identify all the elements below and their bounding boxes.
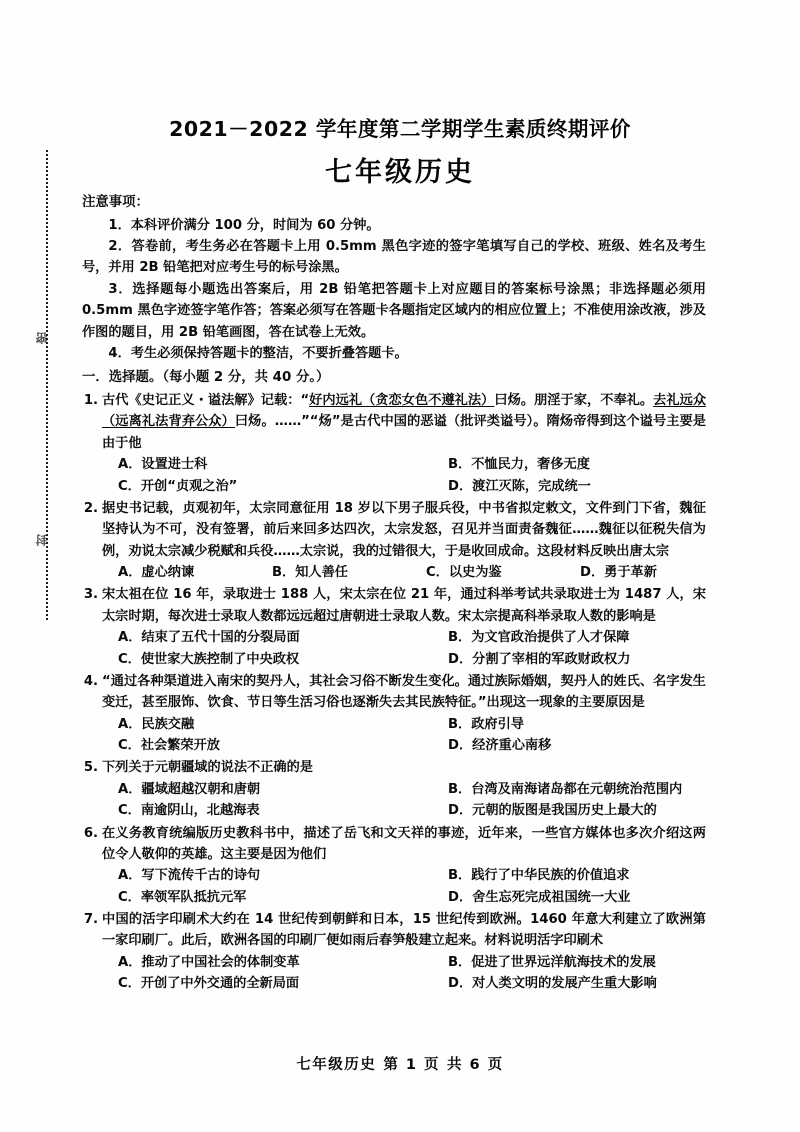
- page-footer: [0, 1053, 800, 1074]
- option-text: 虚心纳谏: [141, 565, 195, 581]
- option-label: D．: [580, 565, 605, 581]
- option-item[interactable]: [448, 454, 706, 475]
- option-text: 率领军队抵抗元军: [140, 889, 247, 905]
- question-body: [102, 498, 706, 584]
- question-body: [102, 671, 706, 757]
- option-text: 疆域超越汉朝和唐朝: [141, 781, 261, 797]
- question-item: [82, 584, 706, 670]
- option-text: 开创了中外交通的全新局面: [140, 976, 300, 992]
- question-item: [82, 823, 706, 909]
- footer-total: 共 6 页: [447, 1057, 504, 1073]
- option-label: C．: [118, 738, 141, 754]
- option-label: A．: [118, 630, 142, 646]
- option-text: 设置进士科: [141, 457, 208, 473]
- option-item[interactable]: [448, 952, 706, 973]
- option-item[interactable]: [118, 800, 448, 821]
- option-label: B．: [272, 565, 296, 581]
- question-stem: [102, 823, 706, 866]
- question-stem: [102, 671, 706, 714]
- option-item[interactable]: [448, 735, 706, 756]
- option-item[interactable]: [448, 714, 706, 735]
- option-item[interactable]: [448, 476, 706, 497]
- notice-item: 1．本科评价满分 100 分，时间为 60 分钟。: [108, 217, 380, 233]
- question-stem: [102, 909, 706, 952]
- stem-text: “通过各种渠道进入南宋的契丹人，其社会习俗不断发生变化。通过族际婚姻，契丹人的姓氏、名字发生变迁，甚至服饰、饮食、节日等生活习俗也逐渐失去其民族特征。”出现这一现象的主要原因是: [102, 673, 706, 711]
- stem-text: 下列关于元朝疆域的说法不正确的是: [102, 760, 313, 776]
- option-text: 推动了中国社会的体制变革: [141, 954, 300, 970]
- option-item[interactable]: [448, 627, 706, 648]
- option-text: 元朝的版图是我国历史上最大的: [472, 803, 657, 819]
- question-item: [82, 909, 706, 995]
- option-text: 为文官政治提供了人才保障: [471, 630, 630, 646]
- option-text: 使世家大族控制了中央政权: [140, 651, 300, 667]
- question-number: 7.: [83, 912, 98, 928]
- seal-char-top: 密: [35, 330, 49, 344]
- question-list: [82, 390, 706, 995]
- option-label: D．: [448, 738, 473, 754]
- option-text: 开创“贞观之治”: [140, 478, 238, 494]
- option-item[interactable]: [426, 562, 580, 583]
- stem-text: 曰炀。朋淫于家，不奉礼。: [494, 393, 654, 409]
- stem-text: 据史书记载，贞观初年，太宗同意征用 18 岁以下男子服兵役，中书省拟定敕文，文件到门下省，魏征坚持认为不可，没有签署，前后来回多达四次，太宗发怒，召见并当面责备魏征……魏征以征税失信为例，劝说太宗减少税赋和兵役……太宗说，我的过错很大，于是收回成命。这段材料反映出唐太宗: [102, 500, 706, 559]
- section-title: 一．选择题。（每小题 2 分，共 40 分。）: [82, 370, 330, 386]
- option-text: 写下流传千古的诗句: [141, 868, 261, 884]
- option-item[interactable]: [118, 454, 448, 475]
- option-item[interactable]: [580, 562, 657, 583]
- option-label: B．: [448, 954, 472, 970]
- option-text: 分割了宰相的军政财政权力: [472, 651, 631, 667]
- option-label: A．: [118, 565, 142, 581]
- question-body: [102, 823, 706, 909]
- question-number: 6.: [83, 825, 98, 841]
- option-label: D．: [448, 976, 473, 992]
- option-label: C．: [118, 651, 141, 667]
- option-label: B．: [448, 457, 472, 473]
- question-item: [82, 498, 706, 584]
- question-number: 3.: [83, 587, 98, 603]
- option-list: [102, 454, 706, 497]
- option-item[interactable]: [118, 649, 448, 670]
- option-list: [102, 952, 706, 995]
- footer-page: 第 1 页: [383, 1057, 440, 1073]
- option-text: 台湾及南海诸岛都在元朝统治范围内: [471, 781, 683, 797]
- option-list: [102, 562, 706, 583]
- option-item[interactable]: [448, 973, 706, 994]
- option-list: [102, 779, 706, 822]
- question-number: 4.: [83, 673, 98, 689]
- question-item: [82, 671, 706, 757]
- option-text: 不恤民力，奢侈无度: [471, 457, 590, 473]
- notice-item: 2．答卷前，考生务必在答题卡上用 0.5mm 黑色字迹的签字笔填写自己的学校、班级、姓名及考生号，并用 2B 铅笔把对应考生号的标号涂黑。: [82, 239, 706, 276]
- exam-subject-title: 七年级历史: [325, 157, 475, 188]
- option-item[interactable]: [448, 887, 706, 908]
- option-text: 以史为鉴: [448, 565, 502, 581]
- stem-text: 宋太祖在位 16 年，录取进士 188 人，宋太宗在位 21 年，通过科举考试共录取进士为 1487 人，宋太宗时期，每次进士录取人数都远远超过唐朝进士录取人数。宋太宗提高科举录取人数的影响是: [102, 587, 706, 624]
- option-item[interactable]: [448, 865, 706, 886]
- option-text: 舍生忘死完成祖国统一大业: [472, 889, 631, 905]
- option-item[interactable]: [118, 779, 448, 800]
- stem-text: 古代《史记正义・谥法解》记载：“: [102, 393, 310, 409]
- option-label: B．: [448, 868, 472, 884]
- option-item[interactable]: [118, 627, 448, 648]
- option-item[interactable]: [118, 973, 448, 994]
- question-body: [102, 584, 706, 670]
- option-label: C．: [118, 889, 141, 905]
- option-item[interactable]: [118, 735, 448, 756]
- stem-text: 在义务教育统编版历史教科书中，描述了岳飞和文天祥的事迹，近年来，一些官方媒体也多次介绍这两位令人敬仰的英雄。这主要是因为他们: [102, 825, 706, 862]
- option-item[interactable]: [118, 887, 448, 908]
- stem-underlined-text: 好内远礼（贪恋女色不遵礼法）: [309, 393, 495, 409]
- footer-subject: 七年级历史: [296, 1057, 377, 1073]
- option-item[interactable]: [118, 952, 448, 973]
- option-text: 政府引导: [471, 716, 524, 732]
- page-header: [0, 112, 800, 189]
- question-body: [102, 757, 706, 821]
- notice-item: 4．考生必须保持答题卡的整洁，不要折叠答题卡。: [108, 345, 408, 361]
- question-stem: [102, 498, 706, 562]
- option-item[interactable]: [118, 476, 448, 497]
- option-text: 对人类文明的发展产生重大影响: [472, 976, 657, 992]
- question-number: 5.: [83, 760, 98, 776]
- option-label: A．: [118, 457, 142, 473]
- seal-dotted-line: [46, 150, 48, 620]
- option-item[interactable]: [118, 865, 448, 886]
- option-text: 南逾阴山，北越海表: [140, 803, 260, 819]
- option-label: A．: [118, 716, 142, 732]
- option-text: 促进了世界远洋航海技术的发展: [471, 954, 656, 970]
- option-text: 渡江灭陈，完成统一: [472, 478, 591, 494]
- option-item[interactable]: [448, 800, 706, 821]
- option-label: A．: [118, 781, 142, 797]
- option-text: 践行了中华民族的价值追求: [471, 868, 630, 884]
- option-label: A．: [118, 954, 142, 970]
- option-item[interactable]: [272, 562, 426, 583]
- option-item[interactable]: [118, 562, 272, 583]
- option-label: D．: [448, 889, 473, 905]
- option-text: 知人善任: [295, 565, 348, 581]
- option-item[interactable]: [448, 649, 706, 670]
- question-number: 1.: [83, 393, 98, 409]
- question-body: [102, 909, 706, 995]
- stem-text: 曰炀。……”“炀”是古代中国的恶谥（批评类谥号）。隋炀帝得到这个谥号主要是由于他: [102, 414, 706, 451]
- option-label: C．: [426, 565, 449, 581]
- notice-heading: 注意事项：: [82, 195, 149, 210]
- option-label: C．: [118, 803, 141, 819]
- seal-char-bottom: 封: [35, 532, 49, 546]
- exam-content: [82, 192, 706, 995]
- option-item[interactable]: [448, 779, 706, 800]
- question-body: [102, 390, 706, 497]
- option-label: B．: [448, 781, 472, 797]
- notice-item: 3．选择题每小题选出答案后，用 2B 铅笔把答题卡上对应题目的答案标号涂黑；非选择题必须用 0.5mm 黑色字迹签字笔作答；答案必须写在答题卡各题指定区域内的相应位置上；不准使用涂改液，涉及作图的题目，用 2B 铅笔画图，答在试卷上无效。: [82, 281, 706, 340]
- stem-text: 中国的活字印刷术大约在 14 世纪传到朝鲜和日本，15 世纪传到欧洲。1460 年意大利建立了欧洲第一家印刷厂。此后，欧洲各国的印刷厂便如雨后春笋般建立起来。材料说明活字印刷术: [102, 912, 706, 949]
- question-stem: [102, 390, 706, 454]
- option-list: [102, 627, 706, 670]
- option-item[interactable]: [118, 714, 448, 735]
- question-number: 2.: [83, 500, 98, 516]
- option-list: [102, 865, 706, 908]
- option-text: 民族交融: [141, 716, 195, 732]
- option-list: [102, 714, 706, 757]
- option-label: B．: [448, 630, 472, 646]
- option-label: B．: [448, 716, 472, 732]
- option-text: 经济重心南移: [472, 738, 552, 754]
- option-text: 社会繁荣开放: [140, 738, 220, 754]
- question-item: [82, 757, 706, 821]
- notice-list: [82, 215, 706, 365]
- stem-underlined-text: 去礼远众（远离礼法背弃公众）: [102, 393, 707, 430]
- option-text: 结束了五代十国的分裂局面: [141, 630, 300, 646]
- option-label: D．: [448, 803, 473, 819]
- exam-title-line1: 2021－2022 学年度第二学期学生素质终期评价: [169, 117, 631, 141]
- option-label: C．: [118, 478, 141, 494]
- option-label: D．: [448, 478, 473, 494]
- option-text: 勇于革新: [604, 565, 657, 581]
- option-label: C．: [118, 976, 141, 992]
- option-label: A．: [118, 868, 142, 884]
- option-label: D．: [448, 651, 473, 667]
- question-item: [82, 390, 706, 497]
- question-stem: [102, 584, 706, 627]
- question-stem: [102, 757, 706, 778]
